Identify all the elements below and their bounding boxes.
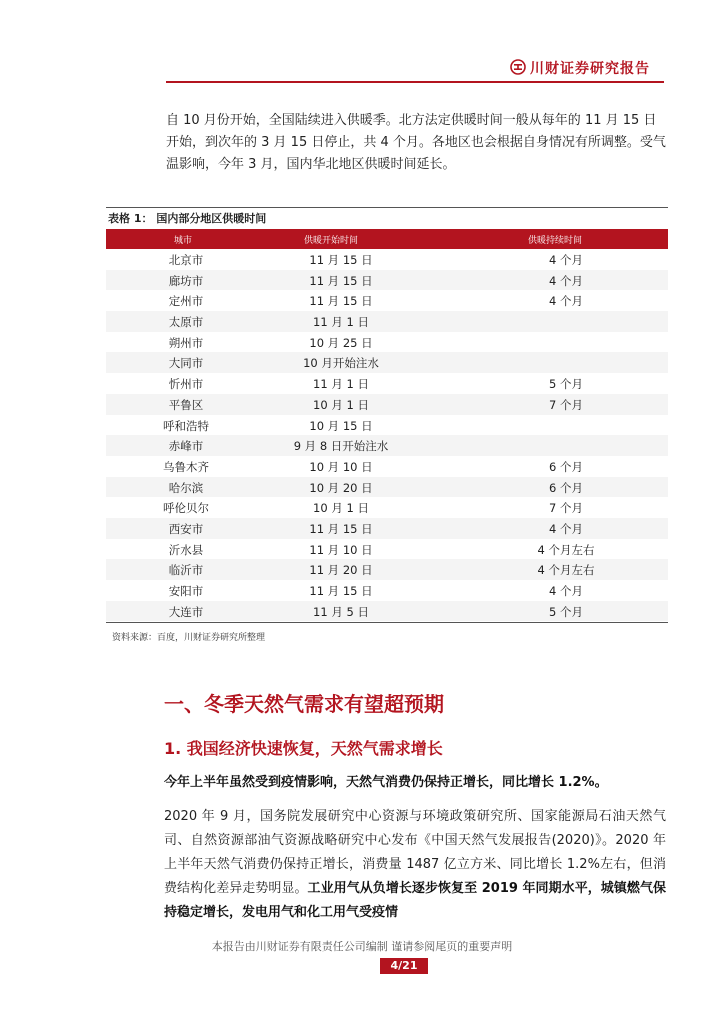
cell-start: 10 月 15 日 — [309, 418, 373, 433]
table-row — [106, 352, 668, 373]
lead-sentence: 今年上半年虽然受到疫情影响，天然气消费仍保持正增长，同比增长 1.2%。 — [164, 775, 608, 790]
table-bottom-rule — [106, 622, 668, 623]
table-caption: 表格 1： 国内部分地区供暖时间 — [108, 212, 267, 225]
cell-duration: 4 个月左右 — [537, 542, 595, 557]
cell-start: 11 月 15 日 — [309, 294, 373, 309]
table-row — [106, 456, 668, 477]
table-row — [106, 477, 668, 498]
company-logo-icon — [510, 59, 526, 75]
table-row — [106, 559, 668, 580]
table-body — [106, 249, 668, 621]
cell-duration: 5 个月 — [549, 377, 583, 392]
report-header-title: 川财证券研究报告 — [530, 61, 650, 77]
cell-duration: 6 个月 — [549, 459, 583, 474]
intro-paragraph: 自 10 月份开始，全国陆续进入供暖季。北方法定供暖时间一般从每年的 11 月 15 日开始，到次年的 3 月 15 日停止，共 4 个月。各地区也会根据自身情况有所调整。受气温影响，今年 3 月，国内华北地区供暖时间延长。 — [166, 113, 666, 172]
cell-duration: 4 个月 — [549, 584, 583, 598]
header-start: 供暖开始时间 — [304, 236, 359, 246]
cell-start: 10 月 1 日 — [313, 397, 369, 412]
cell-start: 11 月 1 日 — [313, 315, 369, 330]
cell-city: 西安市 — [168, 521, 204, 536]
cell-duration: 4 个月 — [549, 273, 583, 288]
cell-start: 11 月 15 日 — [309, 521, 373, 536]
cell-duration: 4 个月 — [549, 294, 583, 309]
cell-city: 忻州市 — [168, 377, 204, 392]
intro-section — [166, 110, 666, 176]
cell-start: 11 月 15 日 — [309, 273, 373, 288]
table-source: 资料来源：百度，川财证券研究所整理 — [112, 633, 266, 643]
table-row — [106, 332, 668, 353]
cell-duration: 7 个月 — [549, 397, 583, 412]
table-row — [106, 394, 668, 415]
cell-start: 11 月 5 日 — [313, 604, 369, 619]
table-row — [106, 580, 668, 601]
cell-city: 呼和浩特 — [163, 418, 209, 433]
cell-duration: 7 个月 — [549, 501, 583, 516]
header-duration: 供暖持续时间 — [528, 236, 583, 246]
cell-city: 朔州市 — [168, 335, 204, 350]
cell-city: 哈尔滨 — [168, 480, 204, 495]
cell-start: 11 月 20 日 — [309, 563, 373, 578]
cell-start: 11 月 15 日 — [309, 584, 373, 598]
footer-disclaimer: 本报告由川财证券有限责任公司编制 谨请参阅尾页的重要声明 — [211, 940, 513, 953]
body-paragraph — [164, 805, 666, 925]
header-city: 城市 — [174, 236, 193, 246]
cell-city: 呼伦贝尔 — [163, 501, 209, 516]
header-divider — [166, 81, 664, 83]
table-row — [106, 311, 668, 332]
cell-city: 乌鲁木齐 — [163, 459, 209, 474]
body-text-plain: 2020 年 9 月，国务院发展研究中心资源与环境政策研究所、国家能源局石油天然气司、自然资源部油气资源战略研究中心发布《中国天然气发展报告(2020)》。2020 年上半年天然气消费仍保持正增长，消费量 1487 亿立方米、同比增长 1.2%左右，但消费结构化差异走势明显。 — [164, 809, 666, 896]
cell-city: 临沂市 — [168, 563, 204, 578]
cell-city: 安阳市 — [168, 584, 204, 598]
cell-start: 10 月 1 日 — [313, 501, 369, 516]
cell-city: 定州市 — [168, 294, 204, 309]
cell-city: 太原市 — [168, 315, 204, 330]
cell-city: 北京市 — [168, 253, 204, 267]
table-row — [106, 415, 668, 436]
table-row — [106, 497, 668, 518]
cell-start: 11 月 15 日 — [309, 253, 373, 267]
cell-start: 11 月 1 日 — [313, 377, 369, 392]
table-row — [106, 518, 668, 539]
cell-city: 平鲁区 — [168, 397, 204, 412]
table-top-rule — [106, 207, 668, 208]
cell-city: 廊坊市 — [168, 273, 204, 288]
cell-start: 10 月 25 日 — [309, 335, 373, 350]
table-row — [106, 601, 668, 622]
table-row — [106, 539, 668, 560]
cell-duration: 4 个月 — [549, 521, 583, 536]
cell-city: 沂水县 — [168, 542, 204, 557]
table-row — [106, 249, 668, 270]
cell-start: 10 月 20 日 — [309, 480, 373, 495]
cell-city: 大同市 — [168, 356, 204, 371]
cell-duration: 4 个月左右 — [537, 563, 595, 578]
cell-city: 大连市 — [168, 604, 204, 619]
body-section — [164, 805, 666, 925]
body-text-bold: 工业用气从负增长逐步恢复至 2019 年同期水平，城镇燃气保持稳定增长，发电用气和化工用气受疫情 — [164, 881, 666, 920]
table-row — [106, 373, 668, 394]
table-row — [106, 435, 668, 456]
cell-duration: 6 个月 — [549, 480, 583, 495]
table-row — [106, 290, 668, 311]
cell-start: 10 月 10 日 — [309, 459, 373, 474]
table-row — [106, 270, 668, 291]
cell-duration: 4 个月 — [549, 253, 583, 267]
cell-duration: 5 个月 — [549, 604, 583, 619]
section-heading: 一、冬季天然气需求有望超预期 — [164, 692, 444, 716]
subsection-heading: 1. 我国经济快速恢复，天然气需求增长 — [164, 739, 443, 758]
cell-city: 赤峰市 — [168, 439, 204, 454]
cell-start: 11 月 10 日 — [309, 542, 373, 557]
table-header-row — [106, 229, 668, 249]
cell-start: 10 月开始注水 — [303, 356, 379, 371]
cell-start: 9 月 8 日开始注水 — [293, 439, 389, 454]
page-number: 4/21 — [380, 958, 428, 974]
